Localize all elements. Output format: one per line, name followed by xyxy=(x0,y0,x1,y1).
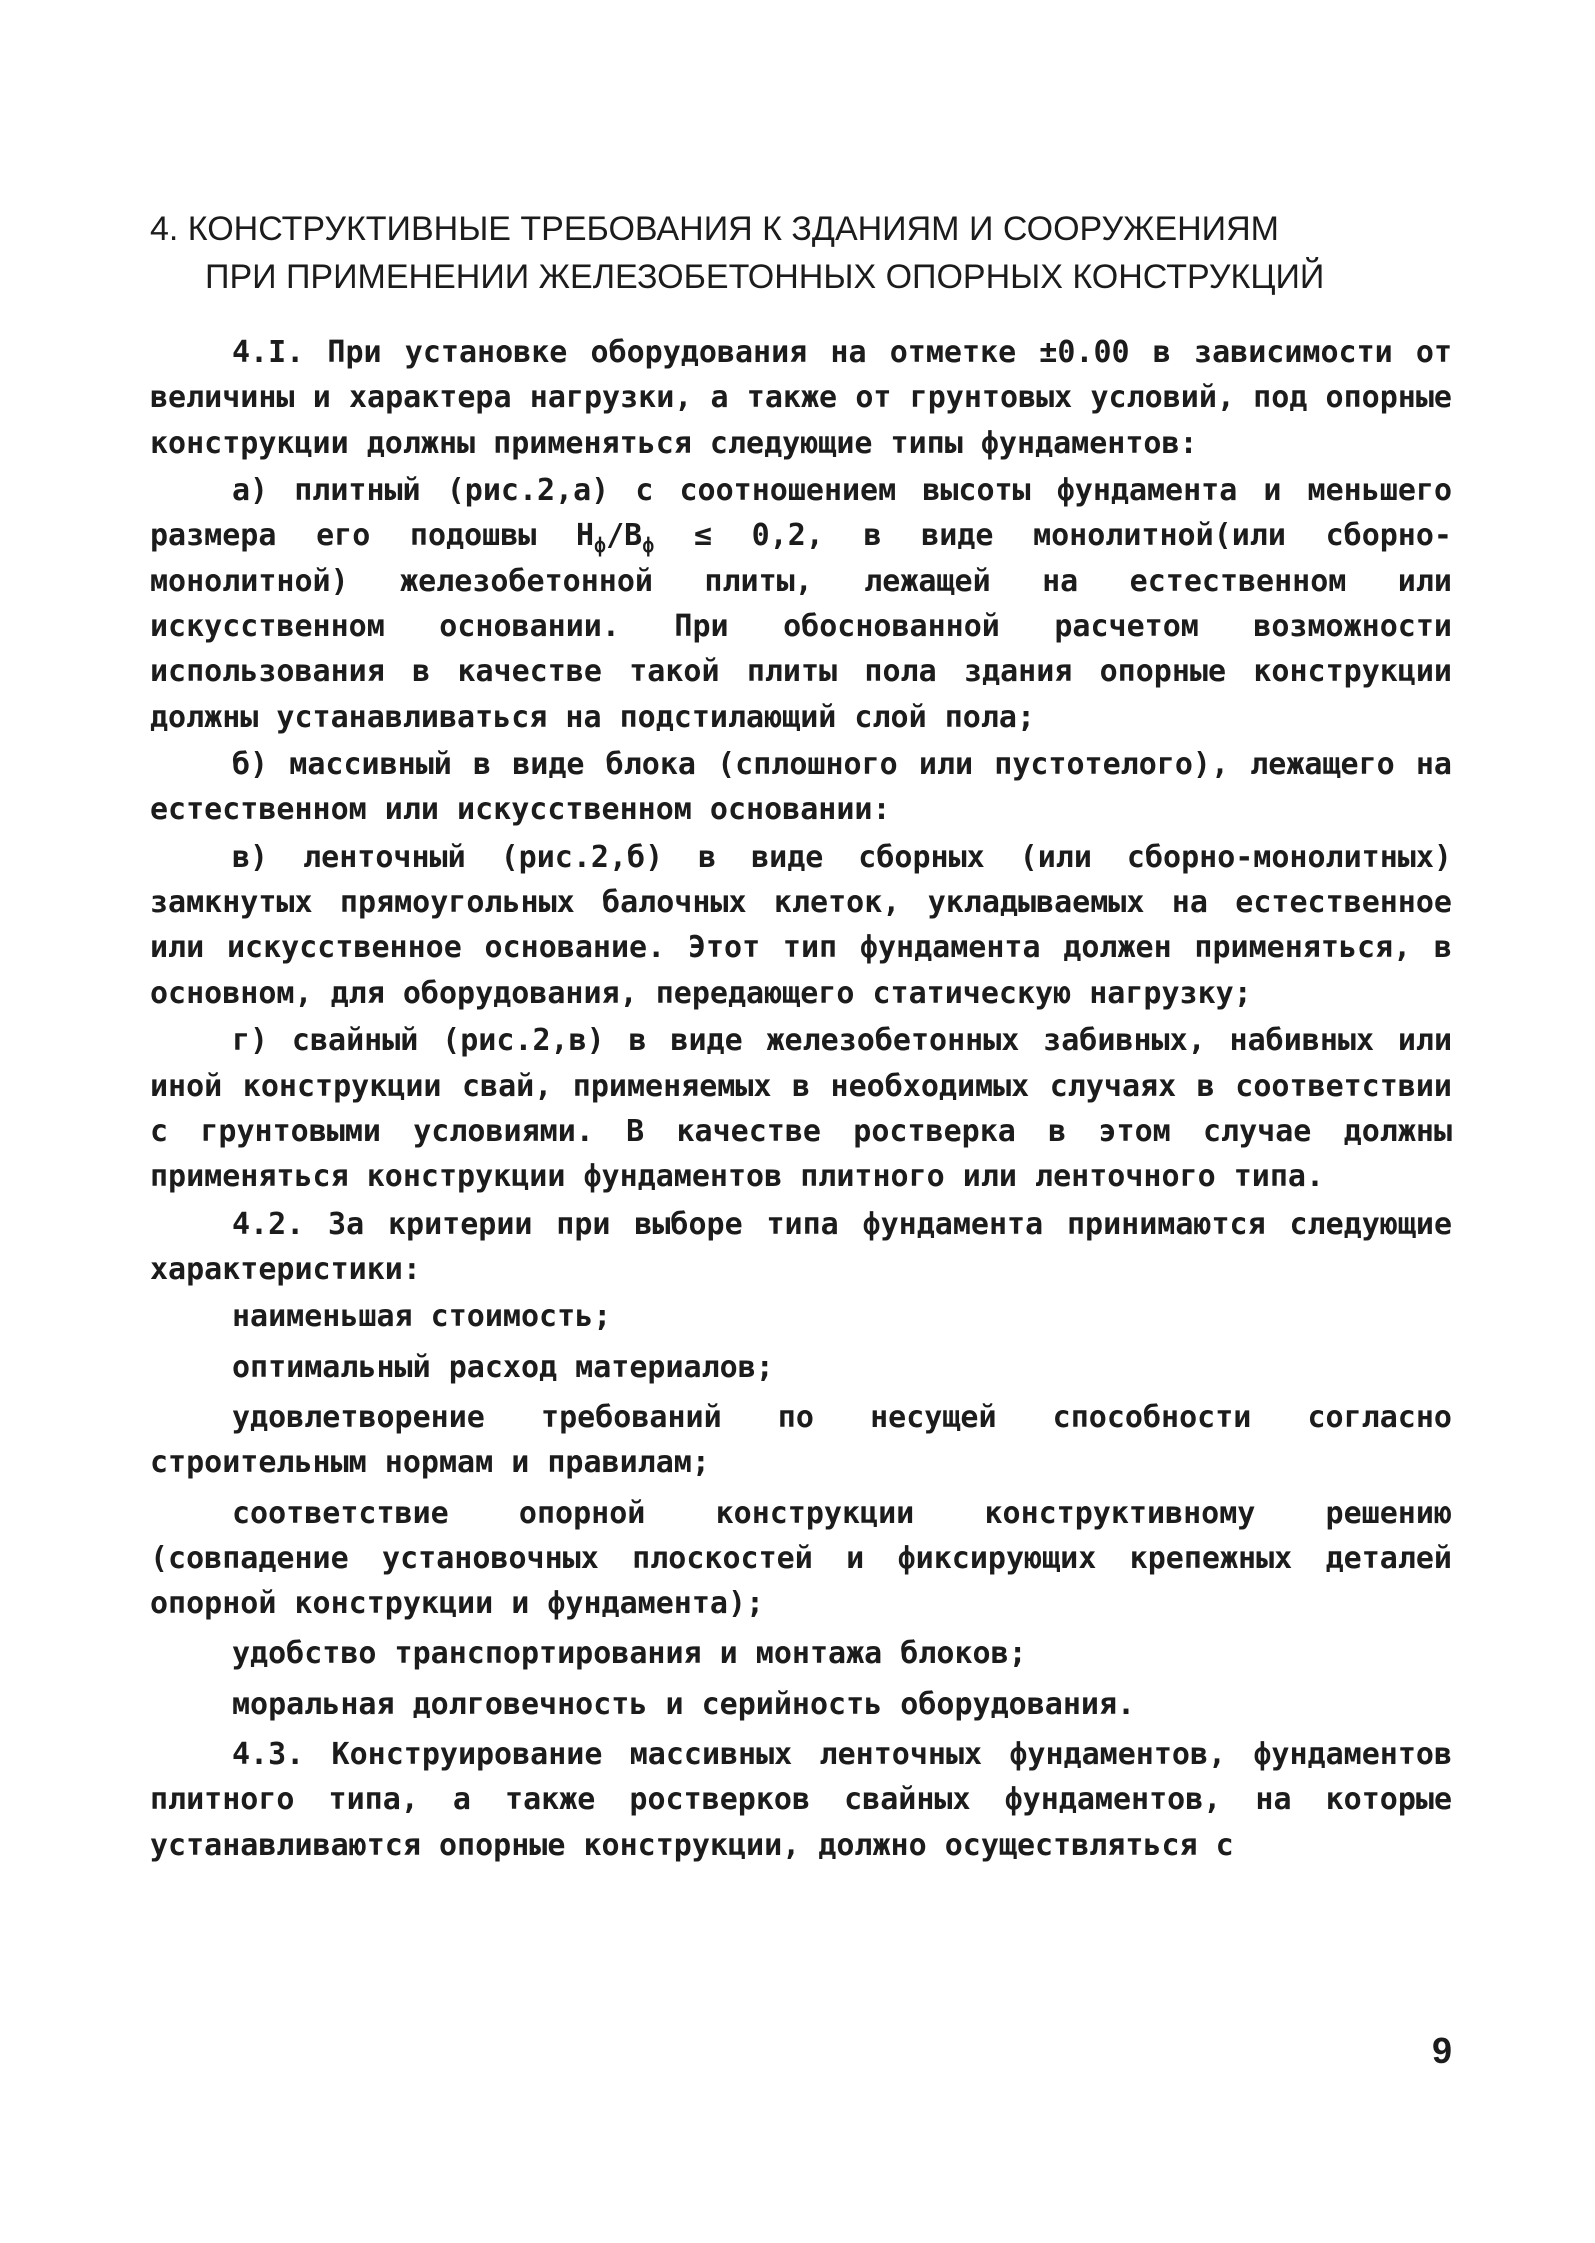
a-text-end: ≤ 0,2, в виде монолитной(или сборно-монолитной) железобетонной плиты, лежащей на естественном или искусственном основании. При обоснованной расчетом возможности использования в качестве такой плиты пола здания опорные конструкции должны устанавливаться на подстилающий слой пола; xyxy=(150,518,1452,735)
criteria-item: соответствие опорной конструкции конструктивному решению (совпадение установочных плоскостей и фиксирующих крепежных деталей опорной конструкции и фундамента); xyxy=(150,1495,1452,1622)
criteria-item: наименьшая стоимость; xyxy=(232,1299,612,1335)
document-body xyxy=(150,330,1452,1870)
paragraph-4-3: 4.3. Конструирование массивных ленточных фундаментов, фундаментов плитного типа, а также ростверков свайных фундаментов, на которые устанавливаются опорные конструкции, должно осуществляться с xyxy=(150,1737,1452,1863)
paragraph-4-1-b: б) массивный в виде блока (сплошного или пустотелого), лежащего на естественном или искусственном основании: xyxy=(150,747,1452,828)
criteria-item: оптимальный расход материалов; xyxy=(232,1349,774,1385)
criteria-item: удобство транспортирования и монтажа блоков; xyxy=(232,1636,1027,1672)
section-heading xyxy=(150,205,1450,301)
paragraph-4-1-v: в) ленточный (рис.2,б) в виде сборных (или сборно-монолитных) замкнутых прямоугольных балочных клеток, укладываемых на естественное или искусственное основание. Этот тип фундамента должен применяться, в основном, для оборудования, передающего статическую нагрузку; xyxy=(150,839,1452,1011)
a-subscript-2: ф xyxy=(642,533,655,558)
paragraph-4-1-a xyxy=(150,468,1452,740)
criteria-item: удовлетворение требований по несущей способности согласно строительным нормам и правилам; xyxy=(150,1399,1452,1481)
a-subscript-1: ф xyxy=(594,533,607,558)
a-text-start: а) плитный (рис.2,а) с соотношением высоты фундамента и меньшего размера его подошвы Н xyxy=(150,473,1452,554)
paragraph-4-1-g: г) свайный (рис.2,в) в виде железобетонных забивных, набивных или иной конструкции свай, применяемых в необходимых случаях в соответствии с грунтовыми условиями. В качестве ростверка в этом случае должны применяться конструкции фундаментов плитного или ленточного типа. xyxy=(150,1023,1452,1195)
criteria-item: моральная долговечность и серийность оборудования. xyxy=(232,1686,1136,1722)
paragraph-4-2-intro: 4.2. За критерии при выборе типа фундамента принимаются следующие характеристики: xyxy=(150,1206,1452,1287)
a-text-mid: /В xyxy=(606,518,643,554)
paragraph-4-1-intro: 4.I. При установке оборудования на отметке ±0.00 в зависимости от величины и характера нагрузки, а также от грунтовых условий, под опорные конструкции должны применяться следующие типы фундаментов: xyxy=(150,335,1452,461)
heading-line-1: 4. КОНСТРУКТИВНЫЕ ТРЕБОВАНИЯ К ЗДАНИЯМ И СООРУЖЕНИЯМ xyxy=(150,210,1279,248)
heading-line-2: ПРИ ПРИМЕНЕНИИ ЖЕЛЕЗОБЕТОННЫХ ОПОРНЫХ КОНСТРУКЦИЙ xyxy=(205,258,1325,296)
page-number: 9 xyxy=(1432,2030,1453,2071)
